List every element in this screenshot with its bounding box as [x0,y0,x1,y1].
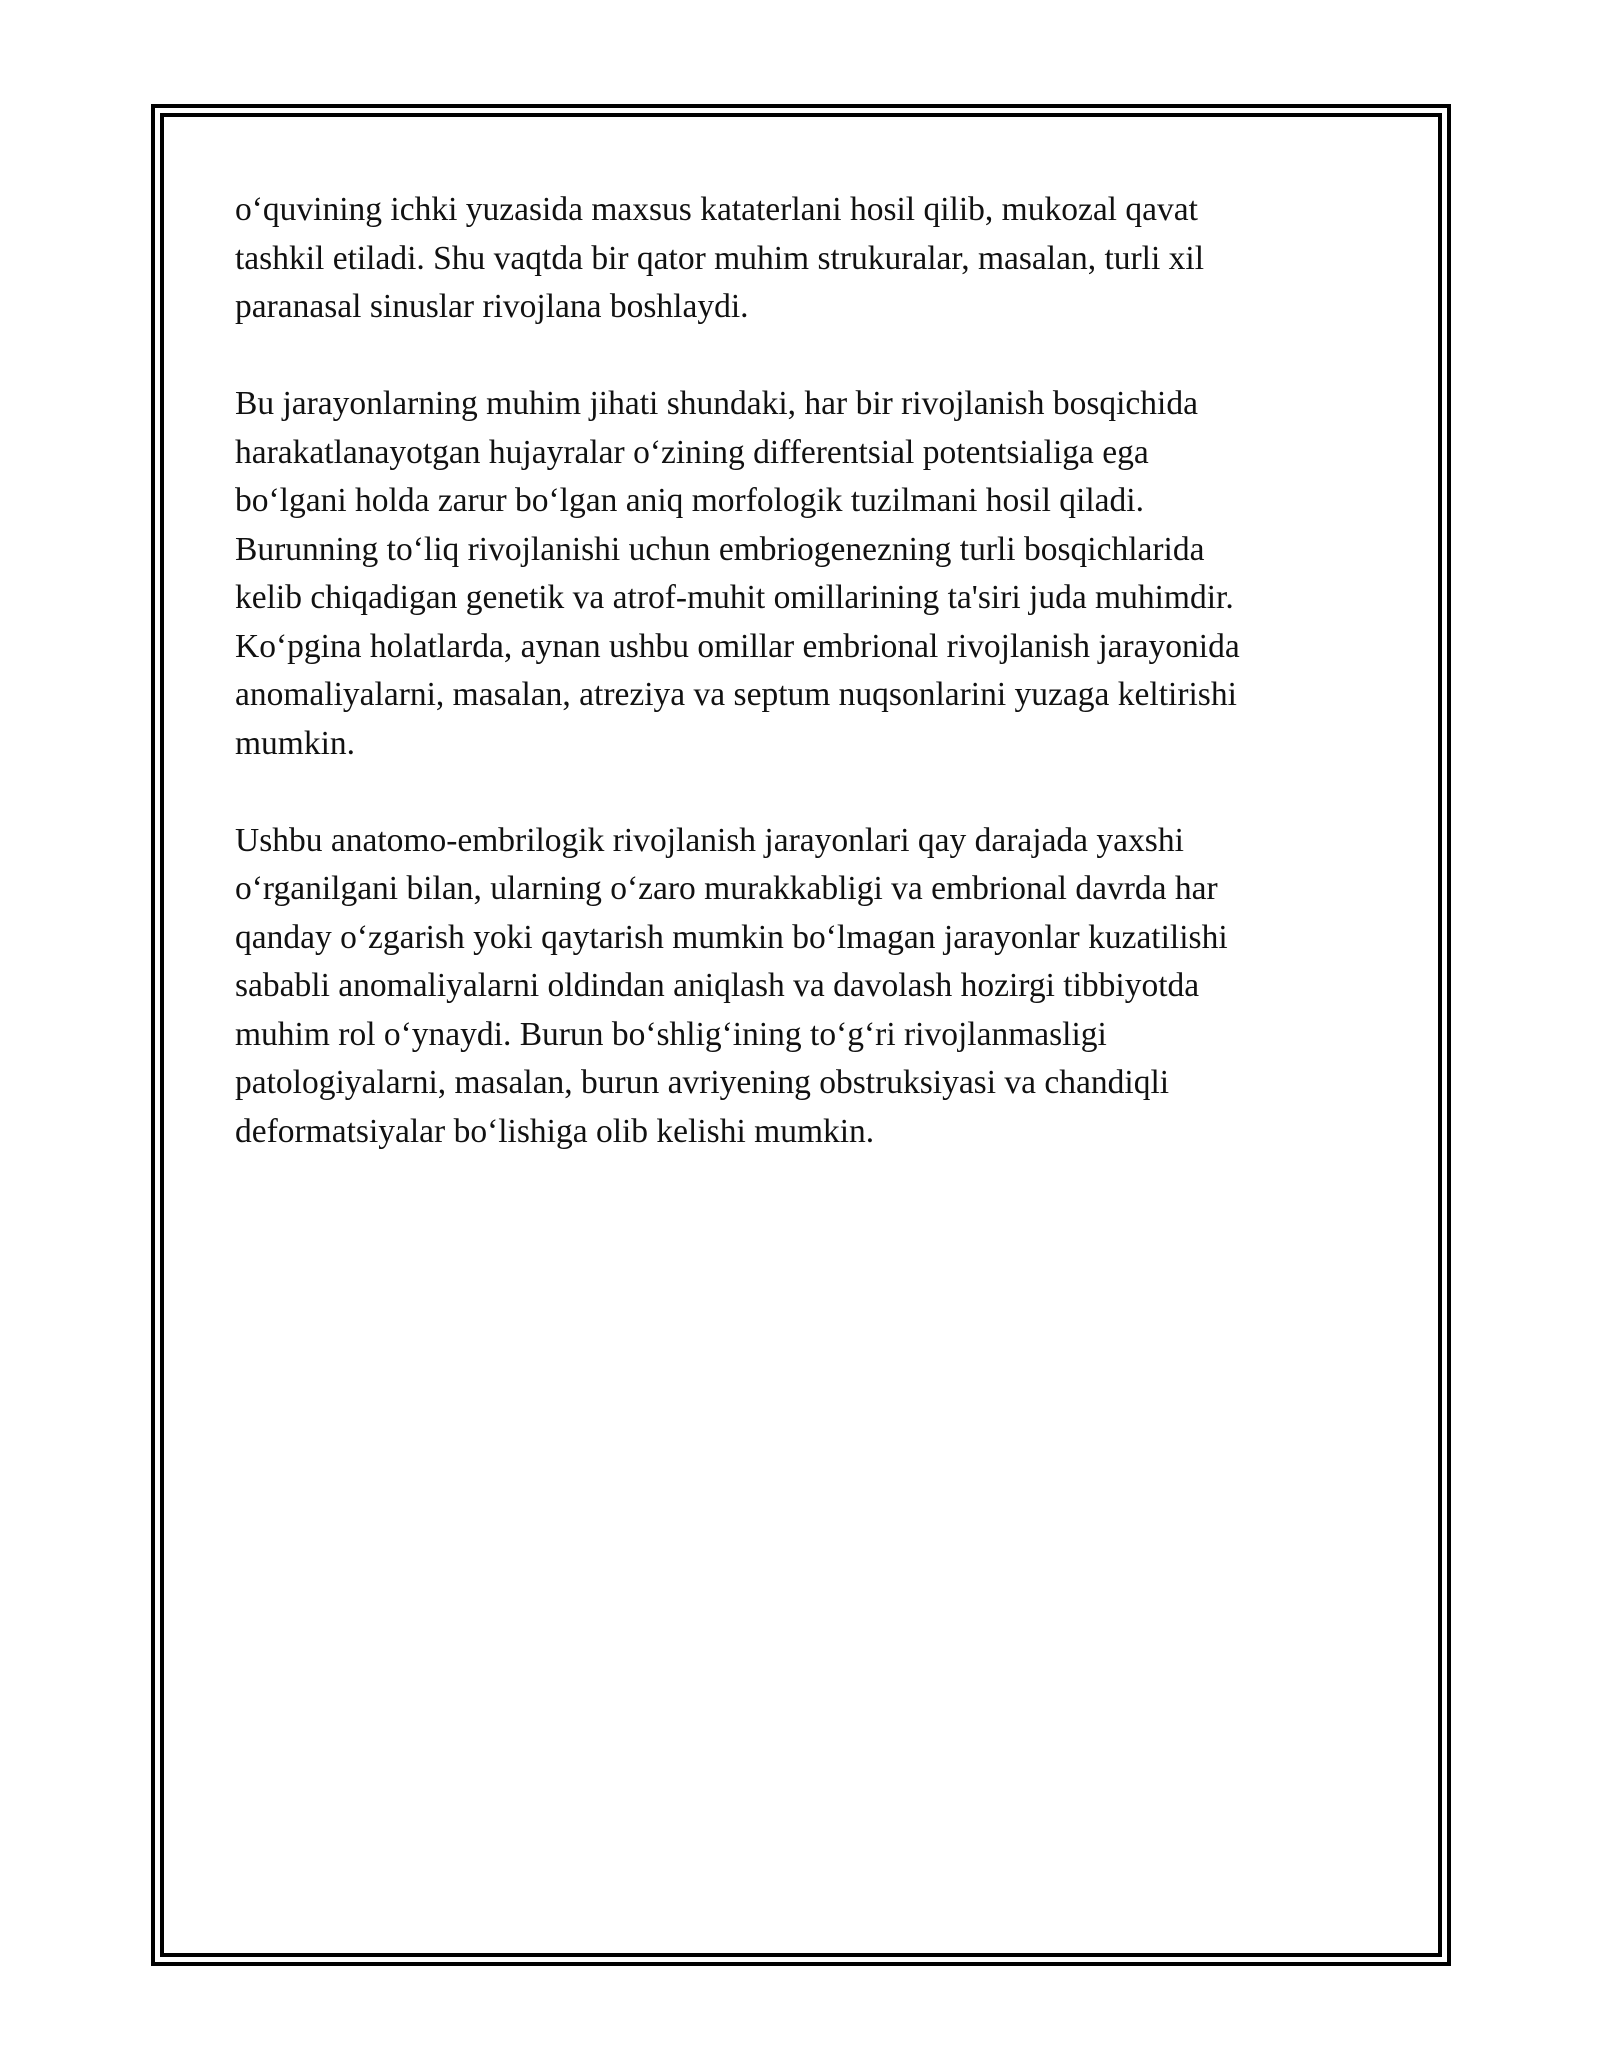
document-body [235,186,1360,1205]
paragraph-1: o‘quvining ichki yuzasida maxsus kataterlani hosil qilib, mukozal qavat tashkil etiladi. Shu vaqtda bir qator muhim strukuralar, masalan, turli xil paranasal sinuslar rivojlana boshlaydi. [235,191,1205,325]
paragraph-2: Bu jarayonlarning muhim jihati shundaki, har bir rivojlanish bosqichida harakatlanayotgan hujayralar o‘zining differentsial potentsialiga ega bo‘lgani holda zarur bo‘lgan aniq morfologik tuzilmani hosil qiladi. Burunning to‘liq rivojlanishi uchun embriogenezning turli bosqichlarida kelib chiqadigan genetik va atrof-muhit omillarining ta'siri juda muhimdir. Ko‘pgina holatlarda, aynan ushbu omillar embrional rivojlanish jarayonida anomaliyalarni, masalan, atreziya va septum nuqsonlarini yuzaga keltirishi mumkin. [235,385,1240,762]
paragraph-3: Ushbu anatomo-embrilogik rivojlanish jarayonlari qay darajada yaxshi o‘rganilgani bilan, ularning o‘zaro murakkabligi va embrional davrda har qanday o‘zgarish yoki qaytarish mumkin bo‘lmagan jarayonlar kuzatilishi sababli anomaliyalarni oldindan aniqlash va davolash hozirgi tibbiyotda muhim rol o‘ynaydi. Burun bo‘shlig‘ining to‘g‘ri rivojlanmasligi patologiyalarni, masalan, burun avriyening obstruksiyasi va chandiqli deformatsiyalar bo‘lishiga olib kelishi mumkin. [235,821,1228,1150]
